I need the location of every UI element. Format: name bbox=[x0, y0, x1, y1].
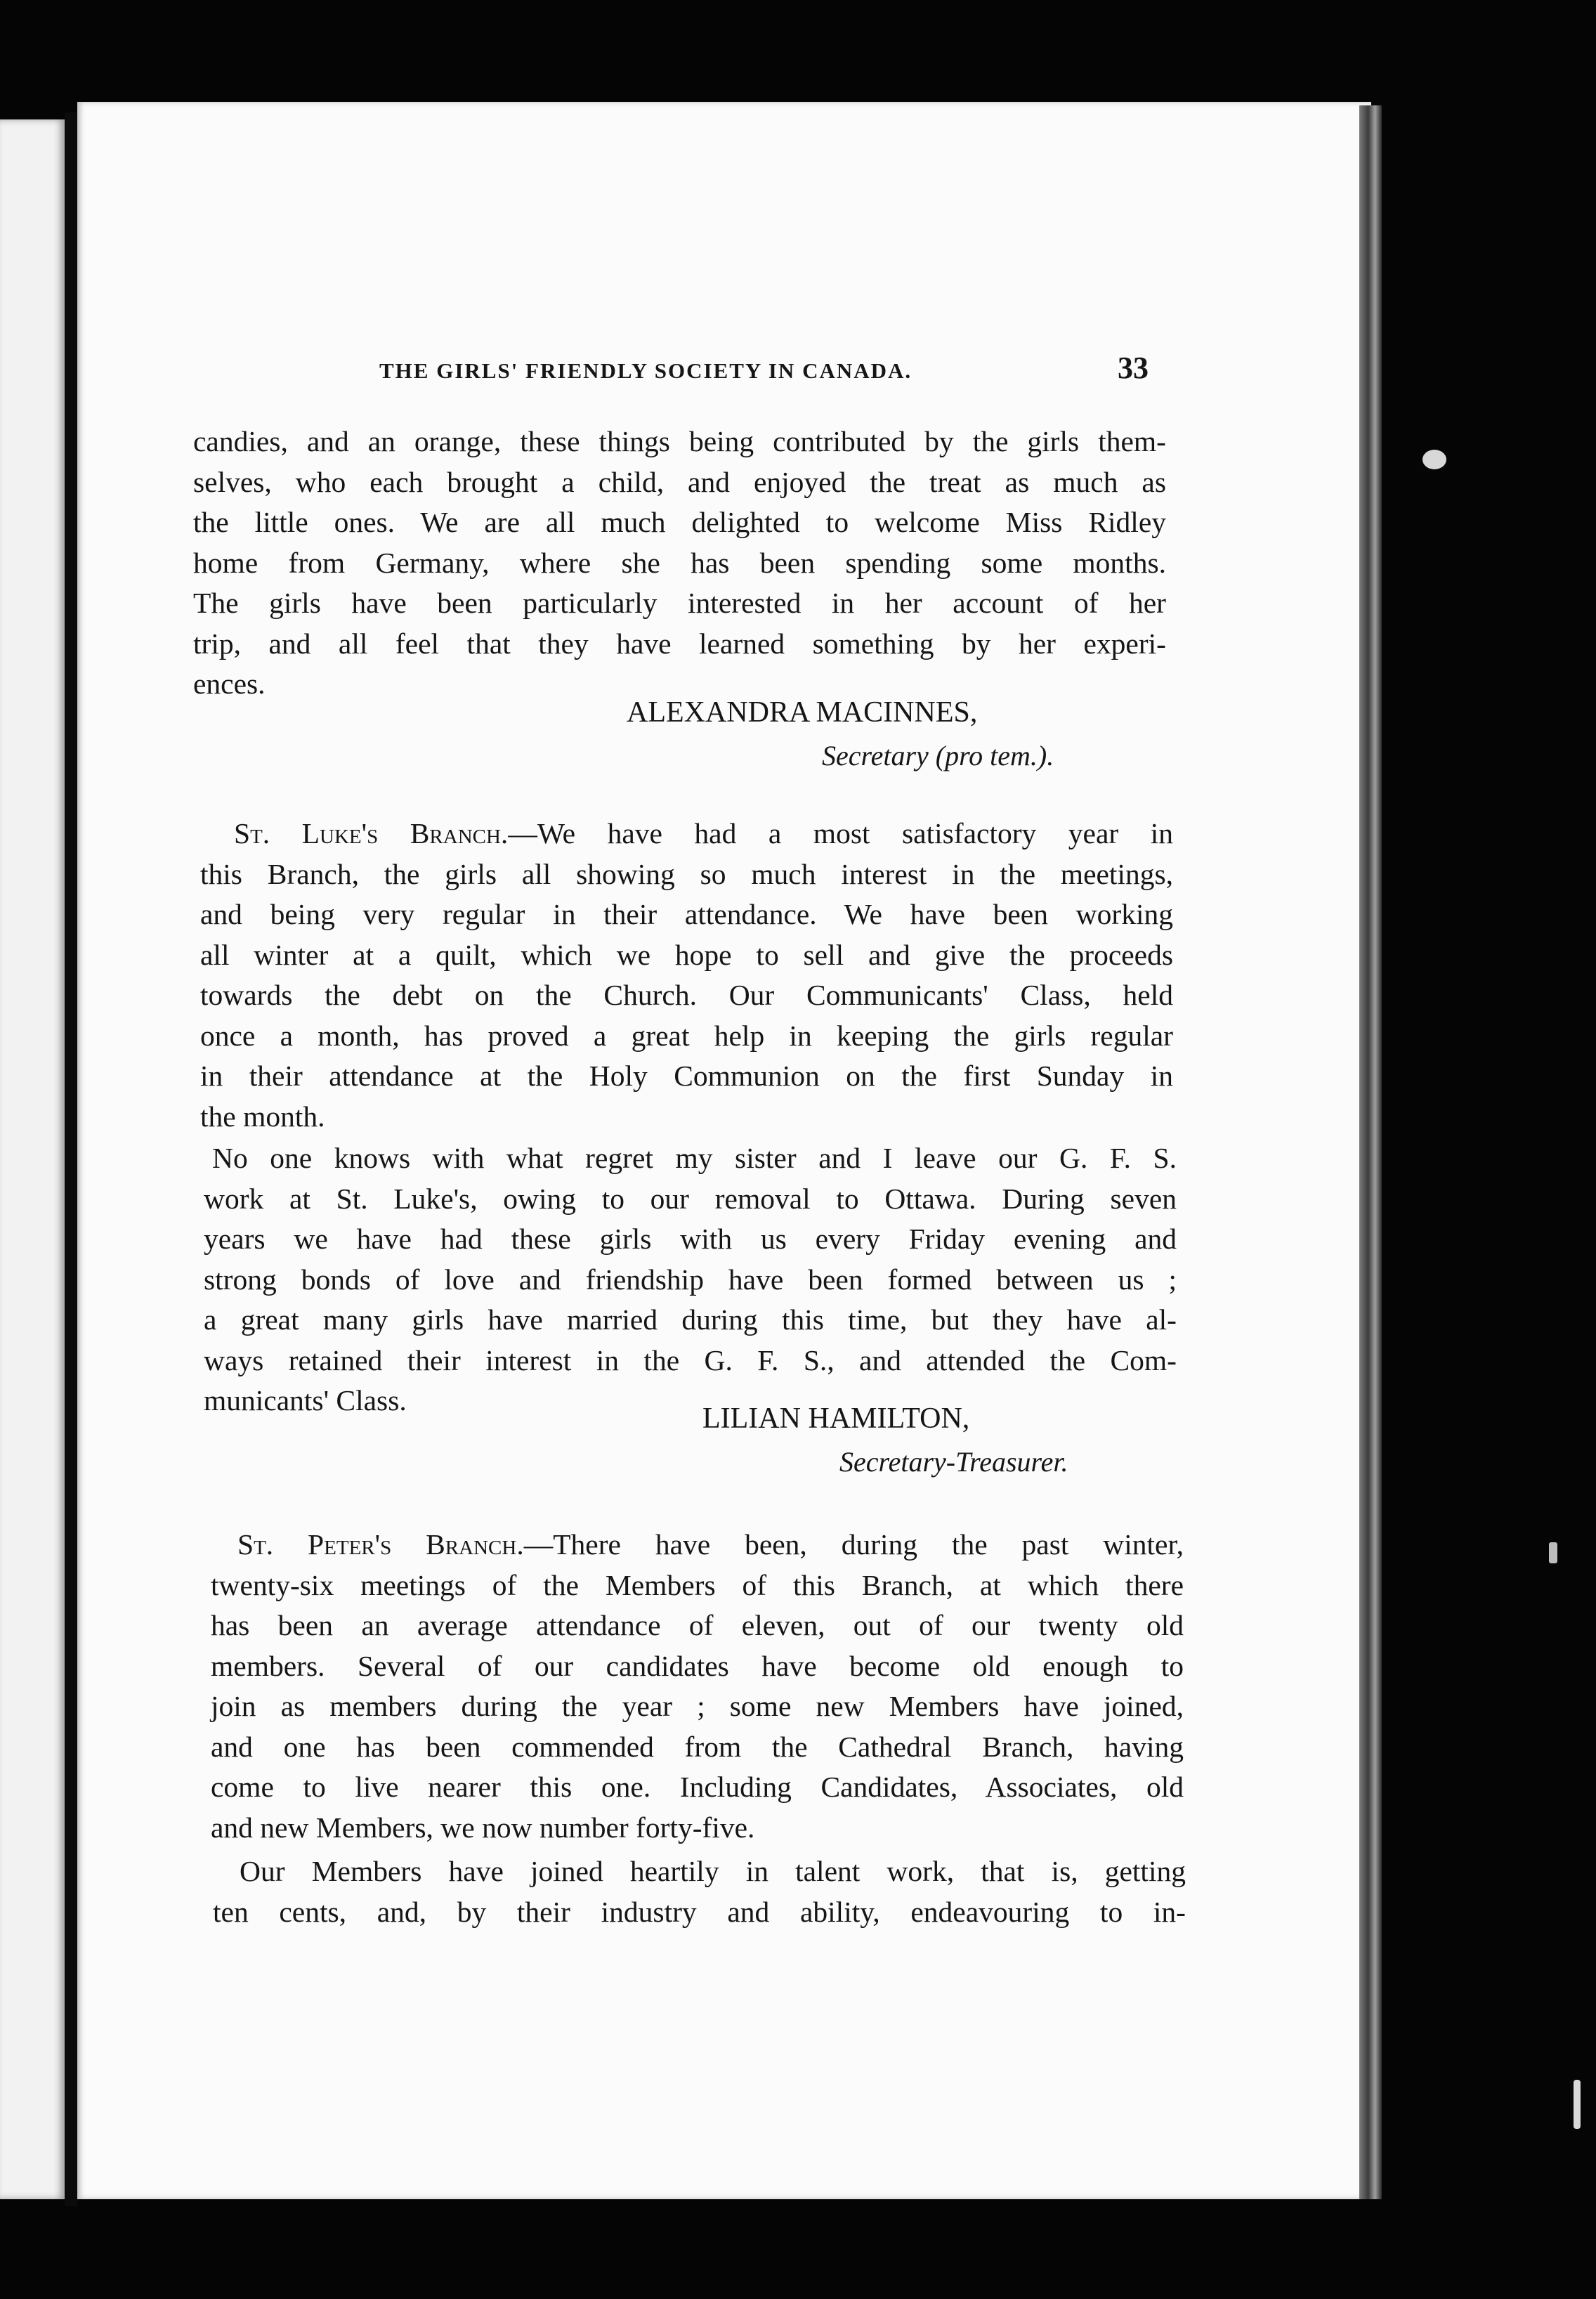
text-line: the month. bbox=[200, 1100, 325, 1133]
section-heading: St. Luke's Branch. bbox=[234, 817, 509, 849]
text-line: come to live nearer this one. Including Candidates, Associates, old bbox=[211, 1771, 1184, 1803]
text-line: a great many girls have married during this time, but they have al- bbox=[204, 1303, 1177, 1336]
text-line: ten cents, and, by their industry and ability, endeavouring to in- bbox=[213, 1895, 1186, 1928]
text-line: has been an average attendance of eleven, out of our twenty old bbox=[211, 1609, 1184, 1641]
text-line: No one knows with what regret my sister and I leave our G. F. S. bbox=[212, 1142, 1177, 1174]
text-line: St. Peter's Branch.—There have been, during the past winter, bbox=[237, 1528, 1184, 1561]
text-line: ences. bbox=[193, 667, 266, 700]
facing-page-edge bbox=[0, 119, 65, 2199]
text-line: years we have had these girls with us every Friday evening and bbox=[204, 1223, 1177, 1255]
paragraph-st-lukes bbox=[200, 814, 1173, 1137]
text-line: and being very regular in their attendance. We have been working bbox=[200, 898, 1173, 930]
page-stack-edge bbox=[1359, 105, 1382, 2199]
text-line: home from Germany, where she has been spending some months. bbox=[193, 546, 1166, 579]
paragraph-candies bbox=[193, 422, 1166, 705]
text-line: St. Luke's Branch.—We have had a most satisfactory year in bbox=[234, 817, 1173, 849]
text-line: The girls have been particularly interested in her account of her bbox=[193, 587, 1166, 619]
text-line: in their attendance at the Holy Communion on the first Sunday in bbox=[200, 1060, 1173, 1092]
text-line: all winter at a quilt, which we hope to sell and give the proceeds bbox=[200, 938, 1173, 971]
text-line: join as members during the year ; some new Members have joined, bbox=[211, 1690, 1184, 1722]
paragraph-regret bbox=[204, 1138, 1177, 1421]
section-heading: St. Peter's Branch. bbox=[237, 1528, 524, 1561]
scan-speck bbox=[1422, 450, 1446, 469]
running-head: THE GIRLS' FRIENDLY SOCIETY IN CANADA. bbox=[379, 358, 913, 383]
text-line: work at St. Luke's, owing to our removal to Ottawa. During seven bbox=[204, 1182, 1177, 1215]
scan-speck bbox=[1549, 1542, 1557, 1563]
text-line: candies, and an orange, these things being contributed by the girls them- bbox=[193, 425, 1166, 457]
text-line: trip, and all feel that they have learned something by her experi- bbox=[193, 627, 1166, 660]
text-line: twenty-six meetings of the Members of this Branch, at which there bbox=[211, 1568, 1184, 1601]
text-line: municants' Class. bbox=[204, 1384, 407, 1416]
signature-title: Secretary-Treasurer. bbox=[839, 1446, 1068, 1478]
text-line: ways retained their interest in the G. F. S., and attended the Com- bbox=[204, 1343, 1177, 1376]
text-line: and one has been commended from the Cathedral Branch, having bbox=[211, 1730, 1184, 1763]
text-line: strong bonds of love and friendship have been formed between us ; bbox=[204, 1263, 1177, 1296]
signature-name: LILIAN HAMILTON, bbox=[702, 1402, 970, 1435]
paragraph-st-peters bbox=[211, 1525, 1184, 1848]
text-line: members. Several of our candidates have become old enough to bbox=[211, 1649, 1184, 1682]
signature-name: ALEXANDRA MACINNES, bbox=[627, 696, 978, 729]
paragraph-talent-work bbox=[213, 1851, 1186, 1932]
text-line: Our Members have joined heartily in talent work, that is, getting bbox=[240, 1855, 1186, 1887]
text-line: towards the debt on the Church. Our Communicants' Class, held bbox=[200, 979, 1173, 1011]
text-line: once a month, has proved a great help in keeping the girls regular bbox=[200, 1019, 1173, 1052]
scan-speck bbox=[1574, 2080, 1581, 2129]
text-line: the little ones. We are all much delighted to welcome Miss Ridley bbox=[193, 506, 1166, 538]
book-gutter bbox=[65, 112, 77, 2206]
text-line: selves, who each brought a child, and enjoyed the treat as much as bbox=[193, 465, 1166, 498]
text-line: this Branch, the girls all showing so much interest in the meetings, bbox=[200, 857, 1173, 890]
signature-title: Secretary (pro tem.). bbox=[822, 740, 1054, 771]
text-line: and new Members, we now number forty-five. bbox=[211, 1811, 755, 1844]
page-number: 33 bbox=[1118, 351, 1149, 385]
